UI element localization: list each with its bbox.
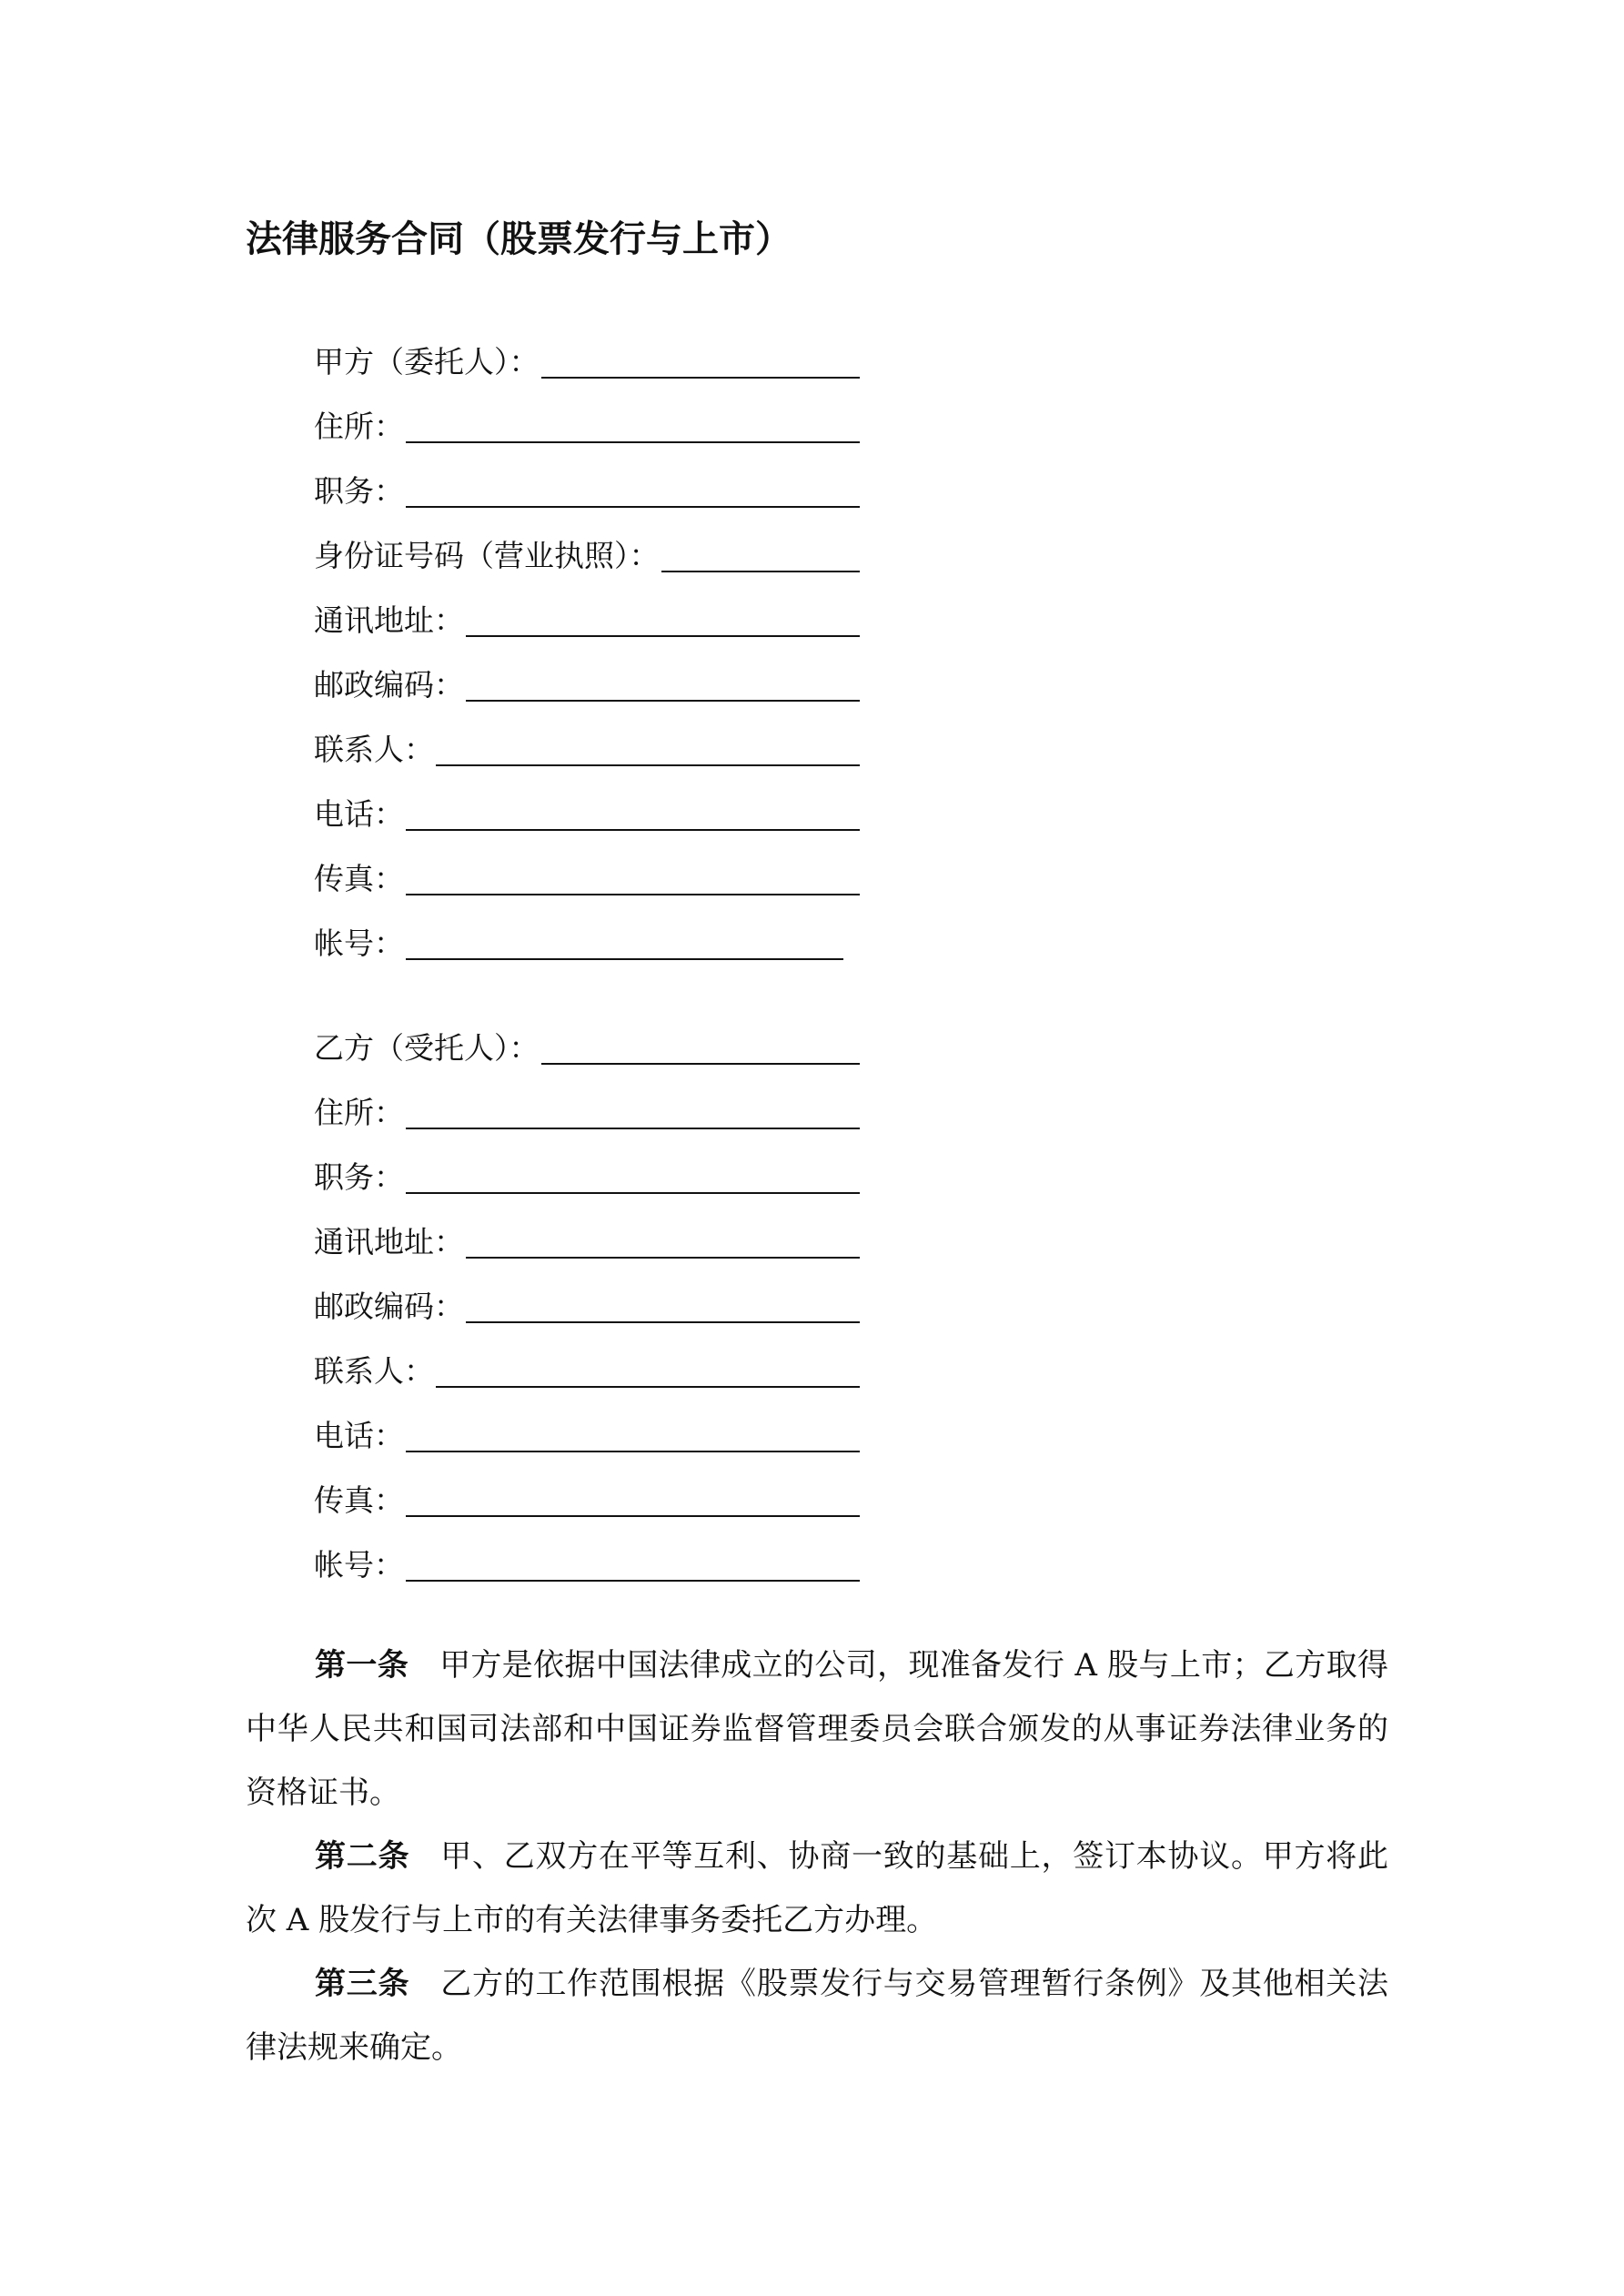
blank-line[interactable] bbox=[406, 1192, 860, 1194]
field-label: 甲方（委托人）： bbox=[314, 344, 540, 379]
party-a-contact-field bbox=[314, 719, 860, 784]
field-label: 职务： bbox=[314, 1159, 404, 1195]
field-label: 电话： bbox=[314, 796, 404, 832]
party-a-account-field bbox=[314, 913, 860, 977]
blank-line[interactable] bbox=[541, 377, 861, 379]
blank-line[interactable] bbox=[436, 764, 860, 766]
party-b-phone-field bbox=[314, 1405, 860, 1470]
party-b-name-field bbox=[314, 1017, 860, 1082]
party-b-account-field bbox=[314, 1534, 860, 1599]
party-b-address-field bbox=[314, 1082, 860, 1147]
blank-line[interactable] bbox=[661, 571, 861, 572]
party-a-section bbox=[314, 331, 860, 977]
party-b-contact-field bbox=[314, 1340, 860, 1405]
field-label: 身份证号码（营业执照）： bbox=[314, 538, 660, 573]
blank-line[interactable] bbox=[466, 635, 860, 637]
blank-line[interactable] bbox=[406, 1580, 860, 1582]
field-label: 通讯地址： bbox=[314, 1224, 464, 1259]
article-text: 甲方是依据中国法律成立的公司，现准备发行 A 股与上市；乙方取得中华人民共和国司法部和中国证券监督管理委员会联合颁发的从事证券法律业务的资格证书。 bbox=[246, 1647, 1388, 1811]
blank-line[interactable] bbox=[466, 1257, 860, 1259]
party-a-name-field bbox=[314, 331, 860, 396]
article-3 bbox=[246, 1952, 1388, 2079]
blank-line[interactable] bbox=[406, 441, 860, 443]
party-a-phone-field bbox=[314, 784, 860, 848]
blank-line[interactable] bbox=[466, 1321, 860, 1323]
article-number: 第三条 bbox=[315, 1966, 410, 2002]
blank-line[interactable] bbox=[406, 894, 860, 895]
field-label: 乙方（受托人）： bbox=[314, 1030, 540, 1066]
blank-line[interactable] bbox=[466, 700, 860, 702]
party-b-position-field bbox=[314, 1147, 860, 1211]
blank-line[interactable] bbox=[541, 1063, 861, 1065]
party-a-mailing-address-field bbox=[314, 590, 860, 654]
party-b-fax-field bbox=[314, 1470, 860, 1534]
field-label: 联系人： bbox=[314, 732, 434, 767]
field-label: 帐号： bbox=[314, 925, 404, 961]
field-label: 通讯地址： bbox=[314, 602, 464, 638]
party-a-position-field bbox=[314, 460, 860, 525]
party-a-id-number-field bbox=[314, 525, 860, 590]
article-text: 甲、乙双方在平等互利、协商一致的基础上，签订本协议。甲方将此次 A 股发行与上市的有关法律事务委托乙方办理。 bbox=[246, 1838, 1388, 1938]
article-text: 乙方的工作范围根据《股票发行与交易管理暂行条例》及其他相关法律法规来确定。 bbox=[246, 1966, 1388, 2066]
field-label: 联系人： bbox=[314, 1353, 434, 1389]
blank-line[interactable] bbox=[406, 958, 843, 960]
blank-line[interactable] bbox=[406, 506, 860, 508]
party-a-address-field bbox=[314, 396, 860, 460]
field-label: 传真： bbox=[314, 1482, 404, 1518]
article-number: 第二条 bbox=[315, 1838, 410, 1875]
field-label: 邮政编码： bbox=[314, 1289, 464, 1324]
field-label: 传真： bbox=[314, 861, 404, 896]
contract-articles bbox=[246, 1633, 1388, 2079]
document-title: 法律服务合同（股票发行与上市） bbox=[246, 217, 792, 260]
field-label: 住所： bbox=[314, 409, 404, 444]
blank-line[interactable] bbox=[406, 1451, 860, 1452]
field-label: 职务： bbox=[314, 473, 404, 509]
field-label: 帐号： bbox=[314, 1547, 404, 1583]
article-2 bbox=[246, 1825, 1388, 1952]
article-1 bbox=[246, 1633, 1388, 1825]
blank-line[interactable] bbox=[406, 829, 860, 831]
blank-line[interactable] bbox=[406, 1128, 860, 1129]
field-label: 电话： bbox=[314, 1418, 404, 1453]
field-label: 邮政编码： bbox=[314, 667, 464, 703]
party-b-section bbox=[314, 1017, 860, 1599]
party-b-mailing-address-field bbox=[314, 1211, 860, 1276]
blank-line[interactable] bbox=[436, 1386, 860, 1388]
party-b-postal-code-field bbox=[314, 1276, 860, 1340]
party-a-fax-field bbox=[314, 848, 860, 913]
article-number: 第一条 bbox=[315, 1647, 409, 1684]
party-a-postal-code-field bbox=[314, 654, 860, 719]
field-label: 住所： bbox=[314, 1095, 404, 1130]
blank-line[interactable] bbox=[406, 1515, 860, 1517]
